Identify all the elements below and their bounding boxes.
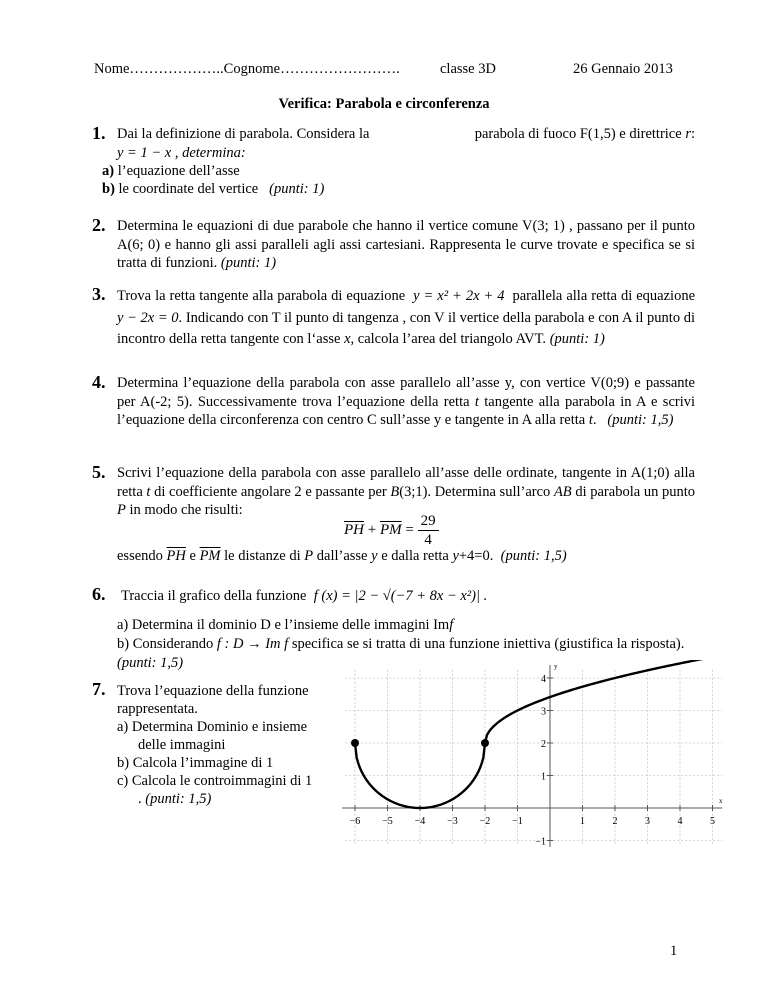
exercise-5-body-e: in modo che risulti: [129,502,243,518]
x-tick-label: −3 [447,816,458,827]
exercise-4-text [117,374,695,430]
item-c-label: c) [117,773,129,789]
item-a-label: a) [117,617,129,633]
period: . [592,412,597,428]
item-b-label: b) [102,181,115,197]
item-b-text: le coordinate del vertice [118,181,259,197]
exercise-2-number: 2. [92,215,106,235]
exercise-3-number: 3. [92,284,106,304]
exercise-7-item-c [117,772,312,791]
x-tick-label: 5 [710,816,715,827]
name-surname-field: Nome………………..Cognome……………………. [94,61,400,77]
x-tick-label: −2 [479,816,491,827]
def-text-4: +4=0. [458,548,494,564]
line-equation: y − 2x = 0 [117,309,179,326]
sqrt-branch [485,660,722,743]
formula-pm: $\overline{PM}$ [379,521,402,538]
exercise-1-number: 1. [92,123,106,143]
exercise-1-item-a [102,162,240,181]
points-label: (punti: 1,5) [145,791,212,807]
exercise-1-text [117,125,695,144]
item-b-text2: specifica se si tratta di una funzione iniettiva (giustifica la risposta). [291,636,685,652]
fraction-denominator: 4 [424,532,432,548]
arc-ab: AB [553,483,572,500]
exercise-7-item-b [117,754,273,773]
parabola-equation: y = x² + 2x + 4 [413,288,505,304]
points-label: (punti: 1,5) [500,548,567,564]
exercise-5-body-a: Scrivi l’equazione della parabola con asse parallelo all’asse delle ordinate, tangente in A(1;0) alla retta [117,465,695,500]
exercise-3-body-a: Trova la retta tangente alla parabola di equazione [117,288,406,304]
exercise-7-line1: Trova l’equazione della funzione [117,683,309,699]
def-line-y: y [452,548,459,564]
item-c-dot: . [138,791,142,807]
exercise-5-body-d: di parabola un punto [575,483,695,500]
exercise-7-item-a-cont: delle immagini [138,737,226,753]
def-ph: $\overline{PH}$ [166,548,186,564]
exercise-5-definition [117,547,567,566]
x-tick-label: 3 [645,816,650,827]
item-a-label: a) [102,163,115,179]
y-tick-label: 3 [541,706,546,718]
exercise-3-text [117,286,695,351]
def-y: y [371,548,378,564]
exercise-7-item-a [117,718,307,737]
points-label: (punti: 1) [549,331,605,347]
tangent-t: t [146,483,151,500]
points-label: (punti: 1,5) [117,654,184,671]
exercise-3-body-b: parallela alla retta di equazione [512,288,695,304]
x-axis-ref: x [344,331,351,347]
def-p: P [304,548,314,564]
item-b-label: b) [117,755,130,771]
page-number: 1 [670,943,678,959]
x-axis-label: x [719,797,723,805]
item-b-text: Calcola l’immagine di 1 [132,755,274,771]
def-e: e [189,548,196,564]
function-graph [340,660,730,850]
y-tick-label: 2 [541,739,546,750]
directrix-label: r [685,126,691,142]
def-text-2: dall’asse [316,548,368,564]
date-label: 26 Gennaio 2013 [573,61,673,77]
def-essendo: essendo [117,548,163,564]
exercise-6-text [121,587,487,606]
exercise-1-line1b: parabola di fuoco F(1,5) e direttrice [474,126,682,142]
formula-fraction [418,512,439,549]
item-a-text: Determina il dominio D e l’insieme delle immagini Im [131,617,450,633]
formula-equals: = [405,521,414,538]
item-a-text: l’equazione dell’asse [117,163,240,179]
exercise-6-item-a [117,616,453,635]
x-tick-label: −5 [382,816,393,827]
page-title: Verifica: Parabola e circonferenza [278,96,490,112]
formula-ph: $\overline{PH}$ [344,521,364,538]
exercise-5-body-b: di coefficiente angolare 2 e passante per [154,483,387,500]
y-tick-label: 4 [541,674,546,685]
exercise-7-line2: rappresentata. [117,701,198,717]
y-tick-label: −1 [535,836,546,848]
exercise-7-item-c-cont [138,790,211,809]
exercise-3-body-d: , calcola l’area del triangolo AVT. [350,331,547,347]
def-text-1: le distanze di [224,548,301,564]
item-a-text1: Determina Dominio e insieme [131,719,308,735]
point-b: B [390,483,400,500]
item-a-f: f [449,617,454,633]
exercise-4-body-b: tangente alla parabola in A e scrivi l’equazione della circonferenza con centro C sull’asse y e tangente in A alla retta [117,393,696,428]
graph-tick-labels [350,662,723,847]
exercise-1-item-b [102,180,324,199]
points-label: (punti: 1) [220,255,277,271]
item-b-text1: Considerando [132,636,214,652]
x-tick-label: 2 [612,816,618,827]
exercise-6-number: 6. [92,584,106,604]
x-tick-label: 1 [580,816,585,827]
exercise-4-number: 4. [92,372,106,392]
exercise-2-body: Determina le equazioni di due parabole che hanno il vertice comune V(3; 1) , passano per il punto A(6; 0) e hanno gli assi paralleli agli assi cartesiani. Rappresenta le curve trovate e specifica se si tratta di funzioni. [117,218,695,271]
formula-plus: + [367,521,377,538]
exercise-5-number: 5. [92,462,106,482]
def-text-3: e dalla retta [381,548,449,564]
point-p: P [117,502,126,518]
exercise-5-body-c: (3;1). Determina sull’arco [399,483,551,500]
x-tick-label: 4 [677,816,683,827]
item-a-label: a) [117,719,129,735]
exercise-2-text [117,217,695,273]
exercise-1-line1a: Dai la definizione di parabola. Considera la [117,126,370,142]
fraction-numerator: 29 [418,512,439,531]
directrix-equation: y = 1 − x , determina: [117,145,246,161]
points-label: (punti: 1,5) [607,412,674,428]
function-formula: f (x) = |2 − √(−7 + 8x − x²)| . [313,588,488,604]
endpoint-dot [351,739,359,747]
exercise-4-body-a: Determina l’equazione della parabola con asse parallelo all’asse y, con vertice V(0;9) e passante per A(-2; 5). Successivamente trova l’equazione della retta [117,375,695,410]
graph-axes [342,665,722,847]
points-label: (punti: 1) [269,181,325,197]
item-b-label: b) [117,636,130,652]
x-tick-label: −1 [512,816,523,827]
graph-curve [351,660,722,808]
exercise-5-formula [344,512,439,549]
colon: : [690,126,695,142]
graph-grid [345,668,722,844]
class-label: classe 3D [440,61,496,77]
def-pm: $\overline{PM}$ [199,548,221,564]
item-b-map: f : D → Im f [216,636,289,652]
tangent-t: t [588,412,593,428]
y-axis-label: y [554,662,558,671]
exercise-6-body: Traccia il grafico della funzione [121,588,307,604]
item-c-text: Calcola le controimmagini di 1 [131,773,313,789]
x-tick-label: −4 [414,816,426,827]
exercise-3-body-c: . Indicando con T il punto di tangenza , con V il vertice della parabola e con A il punto di incontro della retta tangente con l‘asse [117,309,695,347]
x-tick-label: −6 [349,816,361,827]
joint-dot [481,739,489,747]
exercise-7-number: 7. [92,679,106,699]
tangent-t: t [474,393,479,410]
y-tick-label: 1 [541,771,546,783]
